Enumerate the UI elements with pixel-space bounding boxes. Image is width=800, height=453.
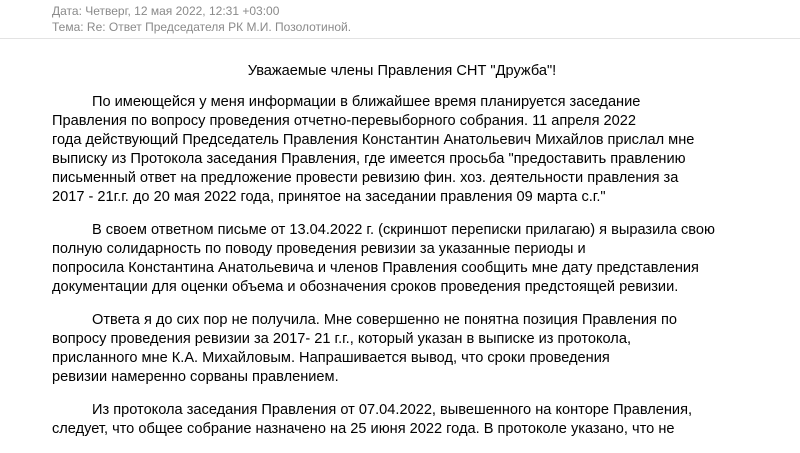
letter-paragraph	[52, 401, 752, 439]
paragraph-line: ревизии намеренно сорваны правлением.	[52, 369, 339, 385]
paragraph-line: По имеющейся у меня информации в ближайшее время планируется заседание	[92, 94, 641, 110]
letter-greeting: Уважаемые члены Правления СНТ "Дружба"!	[247, 63, 557, 79]
paragraph-line: Правления по вопросу проведения отчетно-перевыборного собрания. 11 апреля 2022	[52, 113, 636, 129]
paragraph-line: попросила Константина Анатольевича и членов Правления сообщить мне дату представления	[52, 260, 699, 276]
letter-paragraph	[52, 221, 752, 297]
paragraph-line: присланного мне К.А. Михайловым. Напрашивается вывод, что сроки проведения	[52, 350, 610, 366]
message-header	[0, 0, 800, 39]
letter-paragraph	[52, 311, 752, 387]
message-body	[52, 62, 752, 453]
paragraph-line: Из протокола заседания Правления от 07.04.2022, вывешенного на конторе Правления,	[92, 402, 693, 418]
paragraph-line: 2017 - 21г.г. до 20 мая 2022 года, принятое на заседании правления 09 марта с.г."	[52, 189, 606, 205]
paragraph-line: вопросу проведения ревизии за 2017- 21 г.г., который указан в выписке из протокола,	[52, 331, 631, 347]
paragraph-line: года действующий Председатель Правления Константин Анатольевич Михайлов прислал мне	[52, 132, 695, 148]
paragraph-line: следует, что общее собрание назначено на 25 июня 2022 года. В протоколе указано, что не	[52, 421, 675, 437]
letter-paragraphs	[52, 93, 752, 439]
paragraph-line: письменный ответ на предложение провести ревизию фин. хоз. деятельности правления за	[52, 170, 679, 186]
paragraph-line: выписку из Протокола заседания Правления, где имеется просьба "предоставить правлению	[52, 151, 686, 167]
message-subject: Тема: Re: Ответ Председателя РК М.И. Позолотиной.	[52, 20, 352, 34]
paragraph-line: Ответа я до сих пор не получила. Мне совершенно не понятна позиция Правления по	[92, 312, 677, 328]
message-date: Дата: Четверг, 12 мая 2022, 12:31 +03:00	[52, 4, 280, 18]
paragraph-line: В своем ответном письме от 13.04.2022 г. (скриншот переписки прилагаю) я выразила свою	[92, 222, 715, 238]
paragraph-line: полную солидарность по поводу проведения ревизии за указанные периоды и	[52, 241, 586, 257]
letter-paragraph	[52, 93, 752, 207]
paragraph-line: документации для оценки объема и обозначения сроков проведения предстоящей ревизии.	[52, 279, 679, 295]
